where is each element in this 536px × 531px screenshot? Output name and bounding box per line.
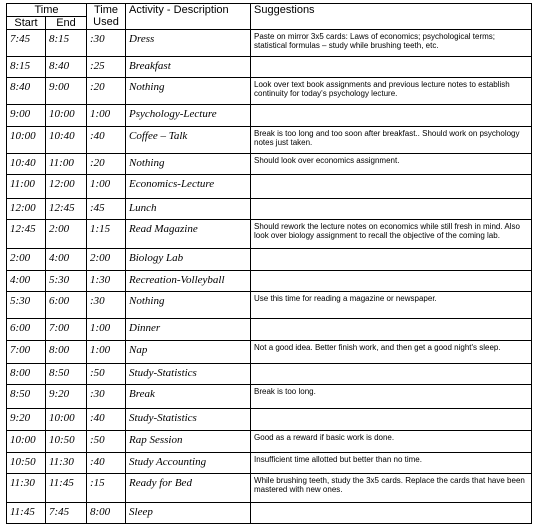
activity-cell: Nothing	[126, 154, 251, 175]
suggestion-cell: Good as a reward if basic work is done.	[251, 431, 532, 453]
suggestion-cell: Should look over economics assignment.	[251, 154, 532, 175]
time-used-cell: 1:00	[87, 341, 126, 364]
time-used-cell: :40	[87, 409, 126, 431]
time-used-cell: :25	[87, 57, 126, 78]
time-used-cell: 1:15	[87, 220, 126, 249]
end-time-cell: 11:30	[46, 453, 87, 474]
suggestion-cell	[251, 503, 532, 524]
suggestion-cell	[251, 249, 532, 271]
end-time-cell: 11:00	[46, 154, 87, 175]
time-used-cell: :30	[87, 385, 126, 409]
activity-cell: Dress	[126, 30, 251, 57]
activity-header: Activity - Description	[126, 4, 251, 30]
start-time-cell: 10:00	[7, 127, 46, 154]
table-row	[7, 319, 532, 341]
start-time-cell: 11:30	[7, 474, 46, 503]
time-used-cell: :50	[87, 364, 126, 385]
end-time-cell: 12:00	[46, 175, 87, 199]
activity-cell: Recreation-Volleyball	[126, 271, 251, 292]
activity-cell: Breakfast	[126, 57, 251, 78]
end-time-cell: 10:00	[46, 409, 87, 431]
end-header: End	[46, 17, 87, 30]
table-row	[7, 249, 532, 271]
activity-cell: Biology Lab	[126, 249, 251, 271]
activity-cell: Economics-Lecture	[126, 175, 251, 199]
time-used-cell: :40	[87, 453, 126, 474]
suggestion-cell	[251, 199, 532, 220]
activity-cell: Break	[126, 385, 251, 409]
suggestion-cell: Look over text book assignments and previous lecture notes to establish continuity for today's psychology lecture.	[251, 78, 532, 105]
end-time-cell: 5:30	[46, 271, 87, 292]
activity-cell: Coffee – Talk	[126, 127, 251, 154]
table-row	[7, 292, 532, 319]
start-time-cell: 10:00	[7, 431, 46, 453]
end-time-cell: 10:00	[46, 105, 87, 127]
table-row	[7, 453, 532, 474]
activity-cell: Psychology-Lecture	[126, 105, 251, 127]
start-time-cell: 11:00	[7, 175, 46, 199]
suggestion-cell	[251, 175, 532, 199]
activity-cell: Study-Statistics	[126, 364, 251, 385]
schedule-body	[7, 30, 532, 524]
table-row	[7, 78, 532, 105]
table-row	[7, 30, 532, 57]
suggestion-cell	[251, 105, 532, 127]
table-row	[7, 474, 532, 503]
start-time-cell: 4:00	[7, 271, 46, 292]
activity-cell: Nap	[126, 341, 251, 364]
suggestion-cell	[251, 319, 532, 341]
end-time-cell: 12:45	[46, 199, 87, 220]
end-time-cell: 8:40	[46, 57, 87, 78]
start-time-cell: 6:00	[7, 319, 46, 341]
start-time-cell: 2:00	[7, 249, 46, 271]
table-row	[7, 57, 532, 78]
end-time-cell: 8:15	[46, 30, 87, 57]
end-time-cell: 2:00	[46, 220, 87, 249]
activity-cell: Ready for Bed	[126, 474, 251, 503]
table-row	[7, 199, 532, 220]
activity-cell: Nothing	[126, 292, 251, 319]
end-time-cell: 10:40	[46, 127, 87, 154]
start-time-cell: 7:00	[7, 341, 46, 364]
start-time-cell: 12:45	[7, 220, 46, 249]
start-time-cell: 5:30	[7, 292, 46, 319]
time-used-cell: 1:00	[87, 319, 126, 341]
schedule-table	[6, 3, 532, 524]
time-used-cell: :20	[87, 78, 126, 105]
table-row	[7, 431, 532, 453]
time-used-cell: 8:00	[87, 503, 126, 524]
end-time-cell: 8:00	[46, 341, 87, 364]
time-used-cell: 1:30	[87, 271, 126, 292]
time-group-header: Time	[7, 4, 87, 17]
suggestion-cell: Should rework the lecture notes on economics while still fresh in mind. Also look over biology assignment to recall the objective of the coming lab.	[251, 220, 532, 249]
start-time-cell: 8:15	[7, 57, 46, 78]
suggestion-cell: Break is too long.	[251, 385, 532, 409]
suggestion-cell	[251, 57, 532, 78]
end-time-cell: 9:00	[46, 78, 87, 105]
suggestion-cell: While brushing teeth, study the 3x5 cards. Replace the cards that have been mastered with new ones.	[251, 474, 532, 503]
table-row	[7, 175, 532, 199]
start-header: Start	[7, 17, 46, 30]
activity-cell: Study Accounting	[126, 453, 251, 474]
table-row	[7, 341, 532, 364]
schedule-sheet	[6, 3, 531, 524]
end-time-cell: 7:00	[46, 319, 87, 341]
time-used-header: Time Used	[87, 4, 126, 30]
table-row	[7, 364, 532, 385]
end-time-cell: 10:50	[46, 431, 87, 453]
end-time-cell: 8:50	[46, 364, 87, 385]
suggestion-cell: Insufficient time allotted but better than no time.	[251, 453, 532, 474]
table-row	[7, 503, 532, 524]
start-time-cell: 11:45	[7, 503, 46, 524]
table-row	[7, 105, 532, 127]
table-row	[7, 385, 532, 409]
suggestion-cell	[251, 409, 532, 431]
table-row	[7, 127, 532, 154]
time-used-cell: :40	[87, 127, 126, 154]
time-used-cell: 1:00	[87, 105, 126, 127]
activity-cell: Sleep	[126, 503, 251, 524]
suggestions-header: Suggestions	[251, 4, 532, 30]
suggestion-cell: Paste on mirror 3x5 cards: Laws of economics; psychological terms; statistical formulas – study while brushing teeth, etc.	[251, 30, 532, 57]
start-time-cell: 12:00	[7, 199, 46, 220]
activity-cell: Rap Session	[126, 431, 251, 453]
end-time-cell: 11:45	[46, 474, 87, 503]
table-row	[7, 220, 532, 249]
table-row	[7, 271, 532, 292]
time-used-cell: :20	[87, 154, 126, 175]
end-time-cell: 6:00	[46, 292, 87, 319]
start-time-cell: 9:00	[7, 105, 46, 127]
time-used-cell: :45	[87, 199, 126, 220]
time-used-cell: :50	[87, 431, 126, 453]
time-used-cell: :15	[87, 474, 126, 503]
start-time-cell: 7:45	[7, 30, 46, 57]
end-time-cell: 9:20	[46, 385, 87, 409]
start-time-cell: 8:40	[7, 78, 46, 105]
time-used-cell: :30	[87, 30, 126, 57]
end-time-cell: 4:00	[46, 249, 87, 271]
activity-cell: Nothing	[126, 78, 251, 105]
time-used-cell: 2:00	[87, 249, 126, 271]
suggestion-cell: Use this time for reading a magazine or newspaper.	[251, 292, 532, 319]
activity-cell: Study-Statistics	[126, 409, 251, 431]
suggestion-cell: Not a good idea. Better finish work, and then get a good night's sleep.	[251, 341, 532, 364]
time-used-cell: 1:00	[87, 175, 126, 199]
start-time-cell: 10:40	[7, 154, 46, 175]
start-time-cell: 8:50	[7, 385, 46, 409]
start-time-cell: 10:50	[7, 453, 46, 474]
suggestion-cell	[251, 271, 532, 292]
time-used-cell: :30	[87, 292, 126, 319]
table-row	[7, 409, 532, 431]
suggestion-cell	[251, 364, 532, 385]
activity-cell: Lunch	[126, 199, 251, 220]
activity-cell: Dinner	[126, 319, 251, 341]
table-row	[7, 154, 532, 175]
activity-cell: Read Magazine	[126, 220, 251, 249]
suggestion-cell: Break is too long and too soon after breakfast.. Should work on psychology notes just taken.	[251, 127, 532, 154]
end-time-cell: 7:45	[46, 503, 87, 524]
start-time-cell: 8:00	[7, 364, 46, 385]
start-time-cell: 9:20	[7, 409, 46, 431]
